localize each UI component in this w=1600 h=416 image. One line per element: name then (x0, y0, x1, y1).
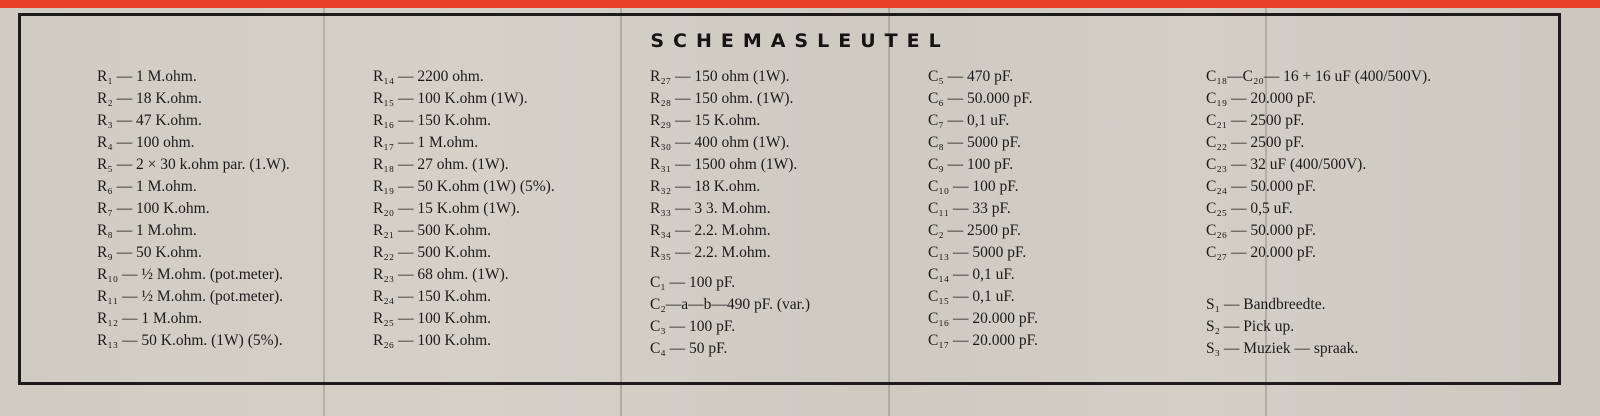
legend-entry: S₁ — Bandbreedte. (1206, 296, 1326, 313)
legend-column-1 (97, 66, 290, 352)
legend-entry: R₃₅ — 2.2. M.ohm. (650, 244, 771, 261)
legend-entry: R₃ — 47 K.ohm. (97, 112, 202, 129)
legend-column-2 (373, 66, 555, 352)
legend-entry: R₁ — 1 M.ohm. (97, 68, 197, 85)
legend-entry: C₂ — 2500 pF. (928, 222, 1021, 239)
legend-entry: R₃₄ — 2.2. M.ohm. (650, 222, 771, 239)
legend-entry: C₅ — 470 pF. (928, 68, 1014, 85)
legend-entry: C₁₁ — 33 pF. (928, 200, 1011, 217)
legend-entry: R₁₁ — ½ M.ohm. (pot.meter). (97, 288, 284, 305)
legend-entry: C₁₇ — 20.000 pF. (928, 332, 1038, 349)
legend-entry: R₈ — 1 M.ohm. (97, 222, 197, 239)
legend-entry: C₂₂ — 2500 pF. (1206, 134, 1305, 151)
legend-entry: C₂—a—b—490 pF. (var.) (650, 296, 811, 313)
legend-entry: R₂₉ — 15 K.ohm. (650, 112, 761, 129)
legend-entry: C₂₄ — 50.000 pF. (1206, 178, 1316, 195)
legend-entry: R₁₈ — 27 ohm. (1W). (373, 156, 509, 173)
legend-entry: S₃ — Muziek — spraak. (1206, 340, 1359, 357)
legend-entry: R₃₃ — 3 3. M.ohm. (650, 200, 771, 217)
legend-entry: C₆ — 50.000 pF. (928, 90, 1033, 107)
legend-entry: R₂₂ — 500 K.ohm. (373, 244, 492, 261)
legend-entry: R₁₆ — 150 K.ohm. (373, 112, 492, 129)
legend-entry: S₂ — Pick up. (1206, 318, 1295, 335)
legend-entry: C₈ — 5000 pF. (928, 134, 1021, 151)
legend-entry: C₁₉ — 20.000 pF. (1206, 90, 1316, 107)
legend-entry: R₂₇ — 150 ohm (1W). (650, 68, 790, 85)
legend-entry: R₁₀ — ½ M.ohm. (pot.meter). (97, 266, 284, 283)
legend-entry: R₄ — 100 ohm. (97, 134, 195, 151)
legend-entry: R₇ — 100 K.ohm. (97, 200, 210, 217)
legend-entry: C₃ — 100 pF. (650, 318, 736, 335)
legend-entry: R₂₁ — 500 K.ohm. (373, 222, 492, 239)
legend-entry: C₂₅ — 0,5 uF. (1206, 200, 1293, 217)
page-title: SCHEMASLEUTEL (650, 30, 950, 52)
legend-entry: C₁₃ — 5000 pF. (928, 244, 1027, 261)
legend-column-4 (928, 66, 1038, 352)
legend-entry: C₂₁ — 2500 pF. (1206, 112, 1305, 129)
legend-entry: C₁ — 100 pF. (650, 274, 736, 291)
legend-entry: R₉ — 50 K.ohm. (97, 244, 202, 261)
legend-entry: R₁₉ — 50 K.ohm (1W) (5%). (373, 178, 555, 195)
legend-entry: R₅ — 2 × 30 k.ohm par. (1.W). (97, 156, 290, 173)
legend-entry: C₇ — 0,1 uF. (928, 112, 1010, 129)
legend-entry: C₁₅ — 0,1 uF. (928, 288, 1015, 305)
legend-entry: R₂₄ — 150 K.ohm. (373, 288, 492, 305)
legend-entry: C₁₆ — 20.000 pF. (928, 310, 1038, 327)
legend-entry: R₁₃ — 50 K.ohm. (1W) (5%). (97, 332, 283, 349)
legend-entry: R₃₀ — 400 ohm (1W). (650, 134, 790, 151)
legend-entry: R₁₂ — 1 M.ohm. (97, 310, 203, 327)
legend-entry: R₁₅ — 100 K.ohm (1W). (373, 90, 528, 107)
legend-entry: R₂₀ — 15 K.ohm (1W). (373, 200, 520, 217)
legend-column-3 (650, 66, 810, 360)
legend-entry: C₂₇ — 20.000 pF. (1206, 244, 1316, 261)
legend-entry: R₁₄ — 2200 ohm. (373, 68, 484, 85)
legend-entry: C₁₈—C₂₀— 16 + 16 uF (400/500V). (1206, 68, 1431, 85)
legend-entry: C₁₄ — 0,1 uF. (928, 266, 1015, 283)
legend-entry: R₃₂ — 18 K.ohm. (650, 178, 761, 195)
legend-entry: R₂₆ — 100 K.ohm. (373, 332, 492, 349)
legend-entry: C₄ — 50 pF. (650, 340, 728, 357)
legend-entry: C₂₃ — 32 uF (400/500V). (1206, 156, 1367, 173)
legend-entry: C₉ — 100 pF. (928, 156, 1014, 173)
legend-entry: R₂₈ — 150 ohm. (1W). (650, 90, 794, 107)
red-top-stripe (0, 0, 1600, 8)
legend-entry: R₆ — 1 M.ohm. (97, 178, 197, 195)
legend-entry: R₁₇ — 1 M.ohm. (373, 134, 479, 151)
legend-entry: R₂ — 18 K.ohm. (97, 90, 202, 107)
legend-entry: C₂₆ — 50.000 pF. (1206, 222, 1316, 239)
legend-entry: R₃₁ — 1500 ohm (1W). (650, 156, 798, 173)
legend-column-5 (1206, 66, 1431, 360)
legend-entry: C₁₀ — 100 pF. (928, 178, 1019, 195)
legend-entry: R₂₅ — 100 K.ohm. (373, 310, 492, 327)
legend-entry: R₂₃ — 68 ohm. (1W). (373, 266, 509, 283)
